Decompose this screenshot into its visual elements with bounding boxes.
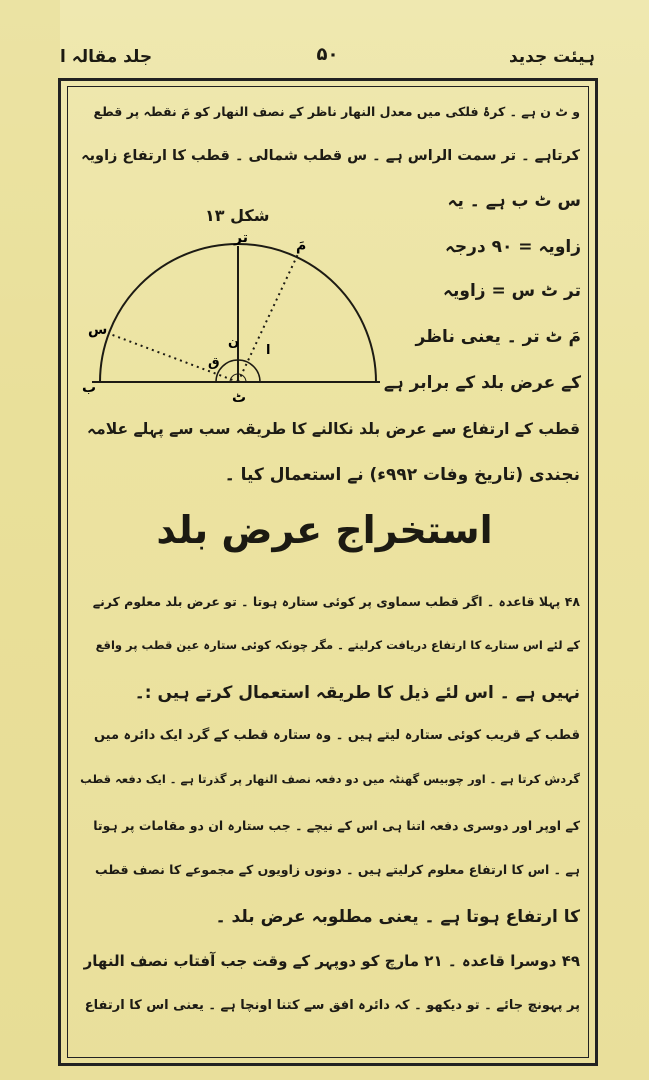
text-line: قطب کے قریب کوئی ستارہ لیتے ہیں ۔ وہ ستارہ قطب کے گرد ایک دائرہ میں <box>93 728 580 743</box>
text-line: ہے ۔ اس کا ارتفاع معلوم کرلیتے ہیں ۔ دونوں زاویوں کے مجموعے کا نصف قطب <box>94 862 580 877</box>
text-line: نہیں ہے ۔ اس لئے ذیل کا طریقہ استعمال کرتے ہیں :۔ <box>134 683 580 703</box>
semicircle-figure <box>80 224 400 414</box>
section-heading: استخراج عرض بلد <box>156 508 493 552</box>
label-n: ن <box>228 335 240 350</box>
label-zenith: تر <box>234 230 248 246</box>
text-line: نجندی (تاریخ وفات ۹۹۲ء) نے استعمال کیا ۔ <box>224 465 580 485</box>
label-s: س <box>88 322 108 338</box>
text-line: پر پہونچ جائے ۔ تو دیکھو ۔ کہ دائرہ افق سے کتنا اونچا ہے ۔ یعنی اس کا ارتفاع <box>84 998 580 1013</box>
side-text-line: زاویہ = ۹۰ درجہ <box>444 237 581 257</box>
figure-label: شکل ۱۳ <box>205 206 270 225</box>
text-line: و ٹ ن ہے ۔ کرۂ فلکی میں معدل النھار ناظر کے نصف النھار کو مَ نقطہ پر قطع <box>93 104 580 119</box>
text-line: س ٹ ب ہے ۔ یہ <box>447 191 581 211</box>
label-t: ٹ <box>232 390 247 406</box>
label-a: ا <box>266 343 271 358</box>
side-text-line: تر ٹ س = زاویہ <box>443 281 581 301</box>
label-b: ب <box>82 380 97 396</box>
text-line: گردش کرتا ہے ۔ اور چوبیس گھنٹہ میں دو دفعہ نصف النھار پر گذرتا ہے ۔ ایک دفعہ قطب <box>80 772 580 786</box>
side-text-line: مَ ٹ تر ۔ یعنی ناظر <box>415 327 581 347</box>
text-line: قطب کے ارتفاع سے عرض بلد نکالنے کا طریقہ سب سے پہلے علامہ <box>87 420 580 438</box>
header-volume: جلد مقالہ ا <box>60 47 153 67</box>
text-line: کے لئے اس ستارے کا ارتفاع دریافت کرلیتے ۔ مگر چونکہ کوئی ستارہ عین قطب پر واقع <box>95 638 580 652</box>
page-header <box>60 42 595 72</box>
text-line: ۴۸ پہلا قاعدہ ۔ اگر قطب سماوی پر کوئی ستارہ ہوتا ۔ تو عرض بلد معلوم کرنے <box>92 594 580 609</box>
page-number: ۵۰ <box>316 44 339 65</box>
text-line: کے اوپر اور دوسری دفعہ اتنا ہی اس کے نیچے ۔ جب ستارہ ان دو مقامات پر ہوتا <box>93 818 580 833</box>
text-line: کا ارتفاع ہوتا ہے ۔ یعنی مطلوبہ عرض بلد ۔ <box>215 907 580 927</box>
text-line: ۴۹ دوسرا قاعدہ ۔ ۲۱ مارچ کو دوپہر کے وقت جب آفتاب نصف النھار <box>83 952 580 970</box>
text-line: کرتاہے ۔ تر سمت الراس ہے ۔ س قطب شمالی ۔ قطب کا ارتفاع زاویہ <box>81 148 580 164</box>
dotted-line-equator <box>238 254 298 382</box>
label-m: مَ <box>296 238 307 254</box>
label-q: ق <box>208 355 220 370</box>
side-text-line: کے عرض بلد کے برابر ہے <box>383 373 581 393</box>
header-book-title: ہیئت جدید <box>508 47 595 67</box>
